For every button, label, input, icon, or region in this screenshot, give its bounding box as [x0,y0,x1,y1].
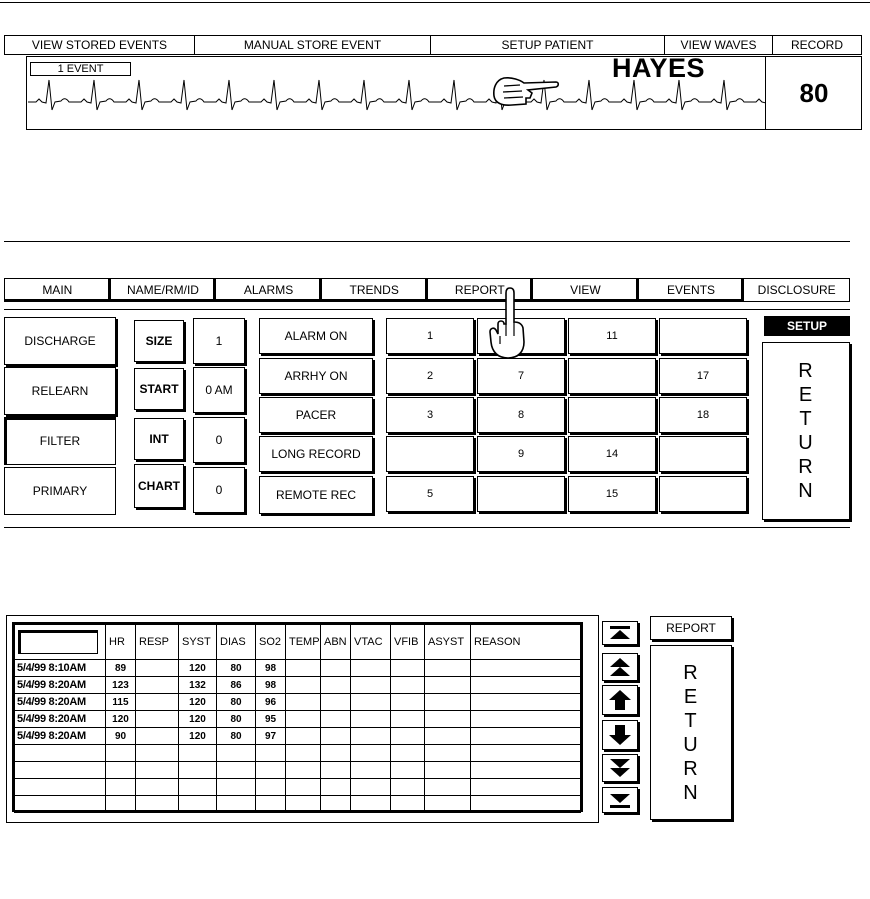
table-cell [391,779,425,796]
tab-view[interactable]: VIEW [533,279,639,301]
table-cell [136,779,179,796]
table-cell [425,728,471,745]
page-down-button[interactable] [602,754,638,782]
table-row[interactable] [15,745,581,762]
bed-cell[interactable] [386,436,474,472]
main-tab-bar [4,278,850,302]
bed-cell[interactable]: 9 [477,436,565,472]
table-cell [425,660,471,677]
table-cell [286,762,321,779]
manual-store-event-button[interactable]: MANUAL STORE EVENT [195,36,431,54]
scroll-bottom-icon [606,790,634,810]
table-row[interactable] [15,711,581,728]
primary-button[interactable]: PRIMARY [4,467,116,515]
ecg-waveform [28,72,766,122]
column-header: REASON [471,625,581,660]
page-up-icon [606,656,634,678]
pacer-button[interactable]: PACER [259,397,373,433]
table-cell [179,745,217,762]
view-stored-events-button[interactable]: VIEW STORED EVENTS [5,36,195,54]
table-cell [136,728,179,745]
patient-name: HAYES [612,53,706,83]
relearn-button[interactable]: RELEARN [4,367,116,415]
remote-rec-button[interactable]: REMOTE REC [259,476,373,514]
table-cell [136,796,179,813]
table-cell [391,694,425,711]
table-cell: 80 [217,711,256,728]
table-cell [471,694,581,711]
table-cell [256,745,286,762]
line-down-button[interactable] [602,720,638,750]
column-header: RESP [136,625,179,660]
table-cell: 97 [256,728,286,745]
heart-rate-value: 80 [799,77,829,108]
table-cell: 80 [217,728,256,745]
table-cell [136,677,179,694]
return-letter: R [798,360,814,382]
table-row[interactable] [15,660,581,677]
table-cell [286,796,321,813]
table-cell [106,745,136,762]
scroll-top-icon [606,624,634,642]
table-cell [286,711,321,728]
record-button[interactable]: RECORD [790,38,843,52]
discharge-button[interactable]: DISCHARGE [4,317,116,365]
table-cell: 115 [106,694,136,711]
table-cell [286,694,321,711]
bed-cell[interactable] [659,436,747,472]
table-cell [106,796,136,813]
column-header: VFIB [391,625,425,660]
column-header: ASYST [425,625,471,660]
table-cell [286,677,321,694]
bed-cell[interactable]: 1 [386,318,474,354]
arrhy-on-button[interactable]: ARRHY ON [259,358,373,394]
table-cell [321,762,351,779]
return-letter: E [683,685,699,708]
table-row[interactable] [15,796,581,813]
start-button[interactable]: START [134,368,184,410]
table-cell [471,796,581,813]
table-cell: 95 [256,711,286,728]
bed-cell[interactable]: 2 [386,358,474,394]
table-cell [136,711,179,728]
page-down-icon [606,757,634,779]
table-cell [391,762,425,779]
return-letter: E [798,384,814,406]
table-cell [321,745,351,762]
row-datetime: 5/4/99 8:10AM [15,660,106,677]
table-cell [321,711,351,728]
table-cell: 80 [217,694,256,711]
table-cell [256,779,286,796]
table-cell [286,779,321,796]
table-row[interactable] [15,762,581,779]
table-cell [425,745,471,762]
table-cell [351,711,391,728]
table-cell: 96 [256,694,286,711]
date-search-box[interactable] [18,630,98,654]
table-cell: 120 [179,711,217,728]
scroll-top-button[interactable] [602,621,638,645]
setup-patient-button[interactable]: SETUP PATIENT [431,36,665,54]
long-record-button[interactable]: LONG RECORD [259,436,373,472]
table-cell [256,762,286,779]
table-cell: 120 [179,660,217,677]
table-cell [425,677,471,694]
tab-alarms[interactable]: ALARMS [216,279,322,301]
column-header: SO2 [256,625,286,660]
table-row[interactable] [15,694,581,711]
row-datetime: 5/4/99 8:20AM [15,694,106,711]
table-cell [425,694,471,711]
bed-cell[interactable]: 14 [568,436,656,472]
chart-value: 0 [193,467,245,513]
table-row[interactable] [15,677,581,694]
table-cell [286,745,321,762]
table-cell: 120 [179,694,217,711]
bed-cell[interactable] [568,358,656,394]
column-header: SYST [179,625,217,660]
table-cell [217,745,256,762]
table-cell [136,762,179,779]
table-cell [471,745,581,762]
table-cell [471,779,581,796]
report-table [14,624,581,813]
bed-cell[interactable]: 5 [386,476,474,512]
table-cell [391,711,425,728]
table-cell [321,694,351,711]
table-cell: 98 [256,660,286,677]
table-cell [286,660,321,677]
table-cell [217,762,256,779]
table-cell [136,694,179,711]
table-cell [351,728,391,745]
table-cell [391,677,425,694]
table-cell [106,762,136,779]
return-letter: R [683,757,699,780]
row-datetime: 5/4/99 8:20AM [15,677,106,694]
top-rule [0,2,870,3]
tab-main[interactable]: MAIN [5,279,111,301]
return-letter: T [799,408,813,430]
table-cell: 80 [217,660,256,677]
table-cell [321,796,351,813]
table-cell [391,796,425,813]
tab-report[interactable]: REPORT [428,279,534,301]
table-cell [217,779,256,796]
bed-cell[interactable]: 18 [659,397,747,433]
tab-trends[interactable]: TRENDS [322,279,428,301]
scroll-bottom-button[interactable] [602,787,638,813]
table-cell: 90 [106,728,136,745]
int-button[interactable]: INT [134,418,184,460]
bed-cell[interactable]: 11 [568,318,656,354]
row-datetime [15,762,106,779]
row-datetime: 5/4/99 8:20AM [15,711,106,728]
row-datetime: 5/4/99 8:20AM [15,728,106,745]
tab-name-rm-id[interactable]: NAME/RM/ID [111,279,217,301]
column-header: VTAC [351,625,391,660]
table-cell [391,728,425,745]
table-cell [351,796,391,813]
section-divider [4,241,850,242]
table-cell [391,660,425,677]
table-cell: 89 [106,660,136,677]
page-up-button[interactable] [602,653,638,681]
column-header: TEMP [286,625,321,660]
table-cell [425,796,471,813]
table-cell [351,762,391,779]
bed-cell[interactable]: 8 [477,397,565,433]
table-cell [391,745,425,762]
return-button[interactable] [762,342,850,520]
table-cell [351,677,391,694]
row-datetime [15,779,106,796]
return-letter: N [798,480,814,502]
bed-cell[interactable]: 17 [659,358,747,394]
table-cell [321,779,351,796]
setup-label: SETUP [764,316,850,336]
table-cell [351,745,391,762]
return-letter: T [684,709,698,732]
column-header: ABN [321,625,351,660]
report-return-button[interactable] [650,645,732,820]
return-letter: U [683,733,699,756]
tab-disclosure[interactable]: DISCLOSURE [757,283,836,297]
table-cell [425,779,471,796]
table-cell [351,694,391,711]
table-cell [351,779,391,796]
table-cell: 120 [179,728,217,745]
bed-cell[interactable] [659,318,747,354]
table-cell: 132 [179,677,217,694]
table-cell [321,660,351,677]
tab-events[interactable]: EVENTS [639,279,745,301]
bed-cell[interactable] [477,476,565,512]
table-cell: 98 [256,677,286,694]
line-up-icon [606,688,634,712]
line-down-icon [606,723,634,747]
bed-cell[interactable] [568,397,656,433]
table-cell [425,711,471,728]
report-tab-label[interactable]: REPORT [650,616,732,640]
start-value: 0 AM [193,367,245,413]
table-cell [321,728,351,745]
size-button[interactable]: SIZE [134,320,184,362]
table-cell [471,762,581,779]
column-header: DIAS [217,625,256,660]
line-up-button[interactable] [602,685,638,715]
row-datetime [15,796,106,813]
size-value: 1 [193,318,245,364]
table-cell [179,779,217,796]
table-cell: 86 [217,677,256,694]
table-cell [179,762,217,779]
view-waves-button[interactable]: VIEW WAVES [665,36,773,54]
table-row[interactable] [15,779,581,796]
bed-cell[interactable]: 3 [386,397,474,433]
event-count-tag[interactable]: 1 EVENT [30,62,131,76]
monitor-menu-bar [4,35,862,55]
table-cell [286,728,321,745]
table-cell [471,728,581,745]
bed-cell[interactable]: 15 [568,476,656,512]
table-cell [471,677,581,694]
date-search-cell [15,625,106,660]
return-letter: U [798,432,814,454]
table-cell [256,796,286,813]
chart-button[interactable]: CHART [134,464,184,508]
touching-hand-icon [486,284,534,364]
bed-cell[interactable]: 7 [477,358,565,394]
report-table-wrapper [12,622,583,812]
bed-cell[interactable] [659,476,747,512]
filter-button[interactable]: FILTER [4,417,116,465]
table-cell [321,677,351,694]
int-value: 0 [193,417,245,463]
table-cell [106,779,136,796]
table-cell [351,660,391,677]
table-cell [471,711,581,728]
table-cell: 123 [106,677,136,694]
table-cell [217,796,256,813]
table-cell: 120 [106,711,136,728]
table-cell [136,660,179,677]
pointing-hand-icon [490,74,560,108]
table-row[interactable] [15,728,581,745]
return-letter: N [683,781,699,804]
table-cell [471,660,581,677]
table-cell [425,762,471,779]
return-letter: R [798,456,814,478]
row-datetime [15,745,106,762]
return-letter: R [683,661,699,684]
table-cell [179,796,217,813]
column-header: HR [106,625,136,660]
alarm-on-button[interactable]: ALARM ON [259,318,373,354]
table-cell [136,745,179,762]
